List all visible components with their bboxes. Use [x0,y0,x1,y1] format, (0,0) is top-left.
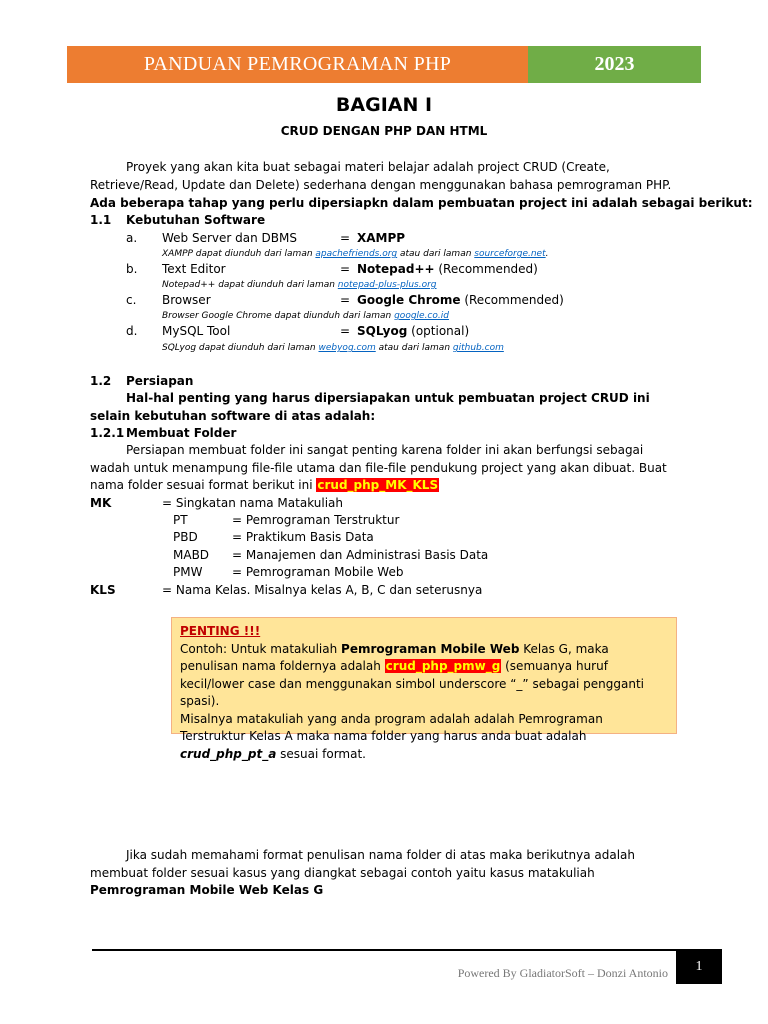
mk-code-desc: = Pemrograman Mobile Web [232,565,404,579]
software-value [357,292,564,309]
list-letter: c. [126,293,137,307]
note-text: Notepad++ dapat diunduh dari laman [162,280,338,290]
link-google[interactable]: google.co.id [394,311,449,321]
mk-code: PBD [173,530,198,544]
header-title: PANDUAN PEMROGRAMAN PHP [67,46,528,83]
note-text: SQLyog dapat diunduh dari laman [162,343,319,353]
list-letter: b. [126,262,138,276]
note-bold-text: Pemrograman Mobile Web [341,641,520,656]
software-value-name: Notepad++ [357,262,435,276]
folder-format-highlight [316,478,439,492]
note-text: Contoh: Untuk matakuliah [180,641,342,656]
equals-sign: = [340,262,351,276]
note-example-folder: crud_php_pt_a [180,746,277,761]
note-text: . [545,249,549,259]
mk-code: PT [173,513,188,527]
equals-sign: = [340,293,351,307]
software-note [162,248,549,260]
list-letter: a. [126,231,138,245]
software-note [162,310,449,322]
closing-paragraph [90,847,686,900]
closing-bold-text: Pemrograman Mobile Web Kelas G [90,883,324,897]
subsection-number: 1.2.1 [90,426,125,440]
folder-example-highlight: crud_php_pmw_g [385,659,501,673]
software-value-name: XAMPP [357,231,406,245]
note-paragraph-1 [180,641,668,711]
section-paragraph: Hal-hal penting yang harus dipersiapakan untuk pembuatan project CRUD ini selain kebutuhan software di atas adalah: [90,391,650,423]
software-name: MySQL Tool [162,324,231,338]
software-suffix: (Recommended) [434,262,538,276]
mk-code-desc: = Pemrograman Terstruktur [232,513,400,527]
page-subtitle: CRUD DENGAN PHP DAN HTML [280,124,488,138]
software-suffix: (Recommended) [460,293,564,307]
footer-credit: Powered By GladiatorSoft – Donzi Antonio [457,966,668,980]
intro-steps: Ada beberapa tahap yang perlu dipersiapkn dalam pembuatan project ini adalah sebagai berikut: [90,196,753,210]
mk-description: = Singkatan nama Matakuliah [162,496,344,510]
software-value [357,323,469,340]
link-github[interactable]: github.com [452,343,504,353]
software-name: Web Server dan DBMS [162,231,297,245]
mk-code-desc: = Praktikum Basis Data [232,530,374,544]
note-text: Browser Google Chrome dapat diunduh dari laman [162,311,395,321]
link-sourceforge[interactable]: sourceforge.net [474,249,546,259]
note-heading: PENTING !!! [180,624,261,638]
note-text: Misalnya matakuliah yang anda program adalah adalah Pemrograman Terstruktur Kelas A maka nama folder yang harus anda buat adalah [180,711,603,743]
note-text: atau dari laman [397,249,475,259]
format-suffix: MK_KLS [385,478,439,492]
software-value [357,230,405,247]
page-title: BAGIAN I [335,94,433,116]
mk-code: PMW [173,565,203,579]
note-text: (semuanya huruf kecil/lower case dan menggunakan simbol underscore “_” sebagai pengganti spasi). [180,659,645,708]
note-text: XAMPP dapat diunduh dari laman [162,249,316,259]
software-name: Browser [162,293,211,307]
link-webyog[interactable]: webyog.com [318,343,376,353]
note-text: atau dari laman [375,343,453,353]
software-name: Text Editor [162,262,226,276]
format-prefix: crud_php_ [317,478,386,492]
software-note [162,342,504,354]
software-suffix: (optional) [407,324,470,338]
section-number: 1.2 [90,374,112,388]
list-letter: d. [126,324,138,338]
subsection-title: Membuat Folder [126,426,237,440]
software-value-name: Google Chrome [357,293,461,307]
kls-description: = Nama Kelas. Misalnya kelas A, B, C dan seterusnya [162,583,483,597]
folder-paragraph [90,442,686,495]
important-note-box [171,617,677,761]
folder-text: Persiapan membuat folder ini sangat penting karena folder ini akan berfungsi sebagai wadah untuk menampung file-file utama dan file-file pendukung project yang akan dibuat. Buat nama folder sesuai format berikut ini [90,443,667,492]
section-number: 1.1 [90,213,112,227]
link-notepad-plus-plus[interactable]: notepad-plus-plus.org [337,280,437,290]
mk-label: MK [90,496,112,510]
note-paragraph-2 [180,711,668,764]
kls-label: KLS [90,583,116,597]
mk-code-desc: = Manajemen dan Administrasi Basis Data [232,548,489,562]
link-apachefriends[interactable]: apachefriends.org [315,249,398,259]
equals-sign: = [340,231,351,245]
note-text: sesuai format. [276,746,366,761]
software-note [162,279,437,291]
closing-text: Jika sudah memahami format penulisan nama folder di atas maka berikutnya adalah membuat folder sesuai kasus yang diangkat sebagai contoh yaitu kasus matakuliah [90,848,636,880]
page-number: 1 [676,950,722,984]
header-year: 2023 [528,46,701,83]
equals-sign: = [340,324,351,338]
section-title: Persiapan [126,374,194,388]
section-title: Kebutuhan Software [126,213,266,227]
intro-paragraph: Proyek yang akan kita buat sebagai materi belajar adalah project CRUD (Create, Retrieve/Read, Update dan Delete) sederhana dengan menggunakan bahasa pemrograman PHP. [90,160,672,192]
footer-divider [92,949,722,951]
mk-code: MABD [173,548,210,562]
note-text: Kelas G, maka penulisan nama foldernya adalah [180,641,609,673]
software-value-name: SQLyog [357,324,408,338]
software-value [357,261,538,278]
